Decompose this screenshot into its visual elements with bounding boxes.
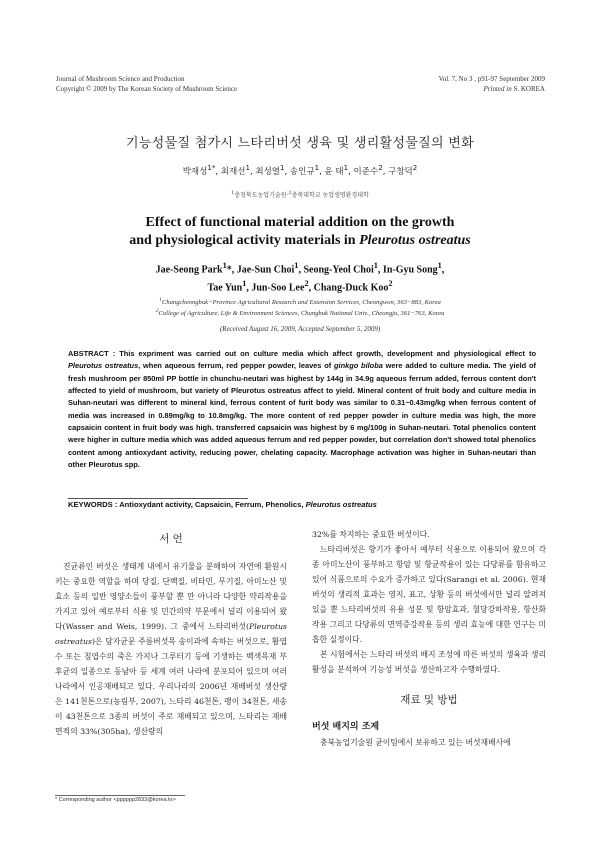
english-title-text: and physiological activity materials in (129, 233, 360, 248)
korean-author: , 윤 태 (319, 166, 344, 177)
paragraph: 느타리버섯은 향기가 좋아서 예부터 식용으로 이용되어 왔으며 각종 아미노산이 풍부하고 항암 및 항균작용이 있는 다당류를 함유하고 있어 식품으로의 수요가 증가하고 있다(Sarangi et al. 2006). 현재 버섯의 생리적 효과는 영지, 표고, 상황 등의 버섯에서만 널리 알려져 있을 뿐 느타리버섯의 유용 성분 및 항암효과, 혈당강하작용, 항산화작용 그리고 다당류의 면역증강작용 등의 생리 효능에 대한 연구는 미흡한 실정이다. (312, 545, 546, 644)
affil-mark: 2 (388, 279, 393, 289)
author: Jae-Seong Park (155, 264, 223, 276)
keywords-text: Antioxydant activity, Capsaicin, Ferrum, Phenolics, (119, 500, 306, 509)
korean-author: 박재성 (182, 166, 208, 177)
affil-mark: 2 (155, 308, 159, 315)
affil-mark: 1 (245, 163, 250, 172)
affiliation-1 (60, 296, 540, 307)
korean-author: , 송인규 (284, 166, 315, 177)
paragraph: 32%를 차지하는 중요한 버섯이다. (312, 530, 430, 539)
received-dates: (Received August 16, 2009, Accepted September 5, 2009) (219, 325, 381, 333)
printed-label: Printed in (483, 85, 512, 93)
copyright-line: Copyright © 2009 by The Korean Society of Mushroom Science (56, 85, 238, 93)
printed-country: S. KOREA (511, 85, 545, 93)
journal-header-left (56, 74, 237, 94)
keywords-divider (68, 498, 248, 499)
korean-affil-1: 충청북도농업기술원· (234, 192, 289, 199)
species-name: ginkgo biloba (334, 361, 383, 371)
affil-mark: 1 (294, 261, 299, 270)
paragraph: 충북농업기술원 균이팀에서 보유하고 있는 버섯재배사에 (320, 738, 511, 747)
affil-mark: 1 (373, 261, 378, 270)
author-separator: , (441, 264, 445, 276)
abstract-label: ABSTRACT : (68, 349, 120, 358)
affiliation-2 (60, 307, 540, 318)
abstract (68, 348, 536, 471)
intro-paragraph (55, 559, 287, 739)
abstract-text: were added to culture media. The yield of fresh mushroom per 850ml PP bottle in chunchu-neutari was highest by 144g in 34.9g aqueous ferrum added, ferrous content don't affected to yield of mushroom, but variety of Pleurotus ostreatus affect to yield. Mineral content of fruit body and culture media in Suhan-neutari was different to mineral kind, ferrous content of furit body was similar to 0.31~0.43mg/kg when ferrous content of media was increased in 0.89mg/kg to 10.8mg/kg. The more content of red pepper powder in culture media was high, the more capsaicin content in fruit body was high. transferred capsaicin was highest by 6 mg/100g in Suhan-neutari. Total phenolics content were higher in culture media which was added aqueous ferrum and red pepper powder, but correlation don't showed total phenolics content among antioxydant activity, reducing power, chelating capacity. Macrophage activation was higher in Suhan-neutari than other Pleurotus spp. (68, 361, 536, 470)
korean-author: , 최재선 (215, 166, 246, 177)
species-name: Pleurotus ostreatus (68, 361, 139, 371)
affil-mark: 1 (231, 190, 235, 196)
right-column (312, 527, 546, 750)
korean-authors (0, 163, 600, 177)
author: , Chang-Duck Koo (308, 282, 389, 294)
corresponding-author-footnote: * Corresponding author <pppppp2833@korea.kr> (55, 797, 176, 803)
affil-mark: 1 (280, 163, 285, 172)
journal-header-right (439, 74, 545, 94)
paragraph: 본 시험에서는 느타리 버섯의 배지 조성에 따른 버섯의 생육과 생리활성을 분석하여 기능성 버섯을 생산하고자 수행하였다. (312, 650, 546, 674)
keywords-label: KEYWORDS : (68, 500, 120, 509)
english-authors (60, 259, 540, 296)
affil-mark: 2 (412, 163, 418, 172)
abstract-text: , when aqueous ferrum, red pepper powder, leaves of (138, 361, 335, 371)
intro-text: 진균류인 버섯은 생태계 내에서 유기물을 분해하여 자연에 환원시키는 중요한 역할을 하며 당질, 단백질, 비타민, 무기질, 아미노산 및 효소 등의 일반 영양소들이 풍부할 뿐 만 아니라 다양한 약리작용을 가지고 있어 예로부터 식용 및 민간의약 부문에서 널리 이용되어 왔다(Wasser and Weis, 1999). 그 중에서 느타리버섯( (55, 562, 287, 631)
korean-affiliation (0, 190, 600, 199)
footnote-divider (55, 795, 185, 796)
author: , Jun-Soo Lee (246, 282, 305, 294)
author-line-1 (60, 259, 540, 277)
english-title-line1: Effect of functional material addition on the growth (145, 215, 455, 230)
author: *, Jae-Sun Choi (226, 264, 295, 276)
korean-affil-2: 충북대학교 농업생명환경대학 (291, 192, 369, 199)
korean-author: , 이준수 (348, 166, 379, 177)
affil-mark: 2 (304, 279, 309, 289)
korean-author: , 구창덕 (382, 166, 413, 177)
printed-in (439, 84, 545, 94)
english-title-line2 (60, 232, 540, 250)
affiliation-1-text: Chungcheongbuk−Province Agricultural Research and Extension Services, Cheongwon, 363−883, Korea (161, 299, 441, 307)
english-title (60, 214, 540, 250)
author-line-2 (60, 277, 540, 295)
section-heading-methods: 재료 및 방법 (400, 694, 458, 706)
affiliation-2-text: College of Agriculture, Life & Environment Sciences, Chungbuk National Univ., Cheongju, 361−763, Korea (158, 310, 445, 318)
affil-mark: 1 (314, 163, 320, 172)
author: Tae Yun (207, 282, 243, 294)
affil-mark: 2 (288, 190, 292, 196)
abstract-text: This expriment was carried out on culture media which affect growth, development and physiological effect to (119, 349, 537, 358)
author: , In-Gyu Song (377, 264, 438, 276)
intro-text: )은 담자균문 주름버섯목 송이과에 속하는 버섯으로, 활엽수 또는 침엽수의 죽은 가지나 그루터기 등에 기생하는 백색목재 부후균의 일종으로 동남아 등 세계 여러 나라에 분포되어 있으며 여러 나라에서 인공재배되고 있다. 우리나라의 2006년 재배버섯 생산량은 141천톤으로(농림부, 2007), 느타리 46천톤, 팽이 34천톤, 새송이 43천톤으로 3종의 버섯이 주로 재배되고 있으며, 느타리는 재배면적의 33%(305ha), 생산량의 (55, 637, 287, 736)
subsection-heading: 버섯 배지의 조제 (312, 722, 380, 732)
affil-mark: 1 (437, 261, 442, 270)
species-name: Pleurotus ostreatus (305, 500, 377, 509)
affil-mark: 1 (222, 261, 227, 270)
affil-mark: 1 (343, 163, 349, 172)
journal-name: Journal of Mushroom Science and Production (56, 75, 185, 83)
english-affiliations (60, 296, 540, 318)
korean-title: 기능성물질 첨가시 느타리버섯 생육 및 생리활성물질의 변화 (125, 136, 475, 151)
author: , Seong-Yeol Choi (298, 264, 374, 276)
keywords (68, 500, 538, 509)
affil-mark: 1* (207, 163, 216, 172)
affil-mark: 2 (378, 163, 383, 172)
left-column (55, 532, 287, 739)
affil-mark: 1 (159, 297, 162, 303)
section-heading-introduction: 서 언 (159, 533, 183, 545)
affil-mark: 1 (242, 279, 247, 289)
korean-author: , 최성열 (249, 166, 281, 177)
species-name: Pleurotus ostreatus (359, 233, 471, 248)
species-name: Pleurotus ostreatus (55, 622, 287, 646)
volume-info: Vol. 7, No 3 , p91-97 September 2009 (438, 75, 545, 83)
